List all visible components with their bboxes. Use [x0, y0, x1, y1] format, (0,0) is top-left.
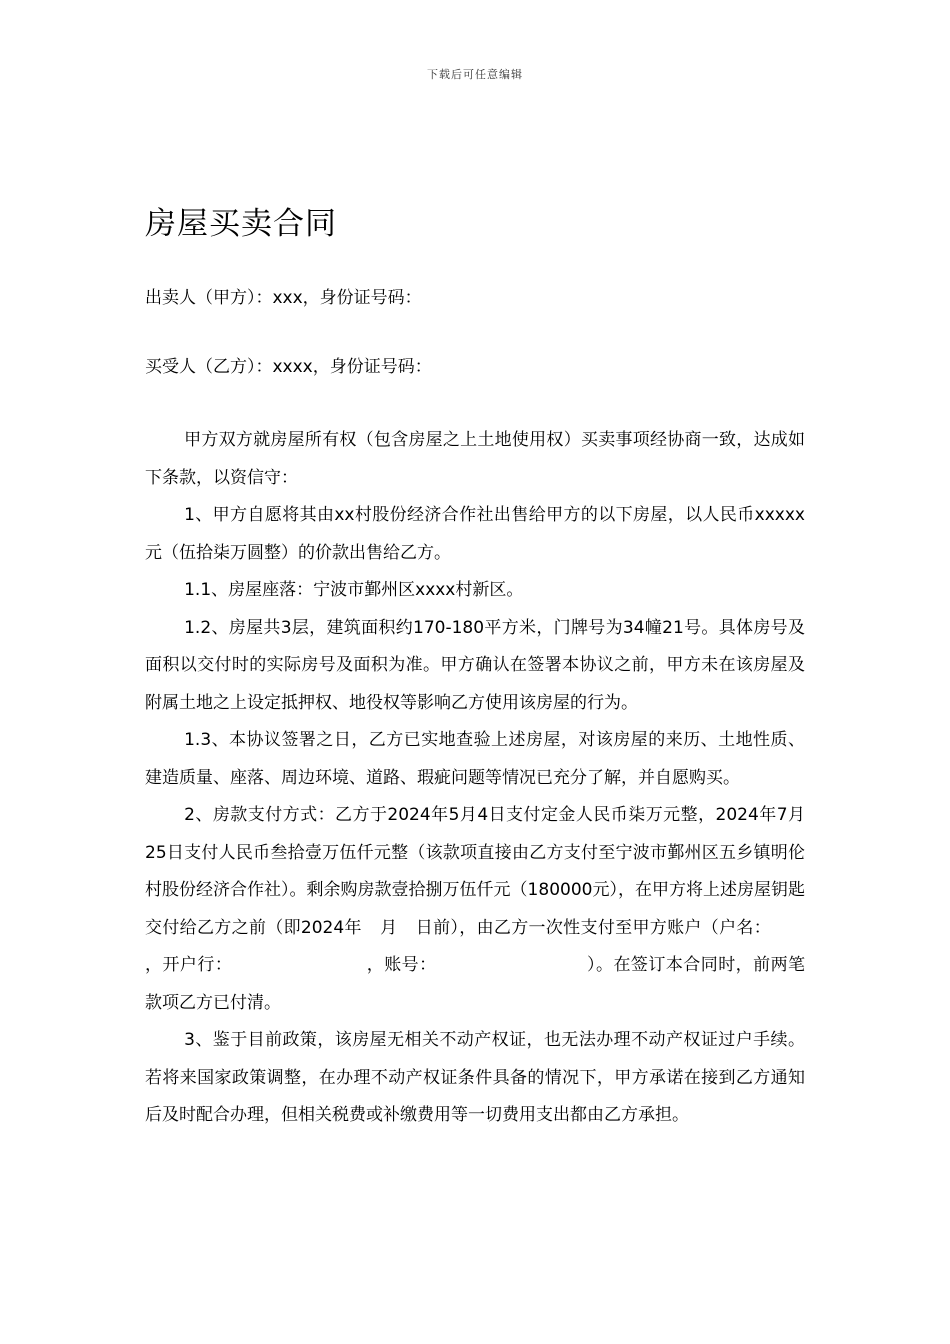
clause-2	[145, 797, 805, 1022]
clause-2-comma: ，	[366, 955, 385, 975]
clause-3: 3、鉴于目前政策，该房屋无相关不动产权证，也无法办理不动产权证过户手续。若将来国家政策调整，在办理不动产权证条件具备的情况下，甲方承诺在接到乙方通知后及时配合办理，但相关税费或补缴费用等一切费用支出都由乙方承担。	[145, 1030, 805, 1125]
contract-title: 房屋买卖合同	[145, 206, 337, 242]
clause-2-month: 月	[379, 917, 398, 938]
clause-2-day: 日	[415, 917, 434, 938]
clause-2-account: 账号：	[384, 955, 437, 975]
clause-2-bank: ，开户行：	[145, 955, 233, 975]
seller-line: 出卖人（甲方）：xxx，身份证号码：	[145, 288, 422, 308]
clause-1-1: 1.1、房屋座落：宁波市鄞州区xxxx村新区。	[184, 580, 524, 600]
contract-body	[145, 422, 805, 1135]
clause-1-3: 1.3、本协议签署之日，乙方已实地查验上述房屋，对该房屋的来历、土地性质、建造质量、座落、周边环境、道路、瑕疵问题等情况已充分了解，并自愿购买。	[145, 730, 805, 788]
clause-1: 1、甲方自愿将其由xx村股份经济合作社出售给甲方的以下房屋，以人民币xxxxx元（伍拾柒万圆整）的价款出售给乙方。	[145, 505, 805, 563]
header-note: 下载后可任意编辑	[427, 68, 523, 81]
clause-2-payee: 前），由乙方一次性支付至甲方账户（户名：	[433, 917, 772, 938]
clause-intro: 甲方双方就房屋所有权（包含房屋之上土地使用权）买卖事项经协商一致，达成如下条款，以资信守：	[145, 430, 805, 488]
clause-2-end: ）。在签订本合同时，前两笔款项乙方已付清。	[145, 955, 806, 1013]
clause-1-2: 1.2、房屋共3层，建筑面积约170-180平方米，门牌号为34幢21号。具体房号及面积以交付时的实际房号及面积为准。甲方确认在签署本协议之前，甲方未在该房屋及附属土地之上设定抵押权、地役权等影响乙方使用该房屋的行为。	[145, 617, 805, 713]
buyer-line: 买受人（乙方）：xxxx，身份证号码：	[145, 357, 432, 377]
clause-2-text: 2、房款支付方式：乙方于2024年5月4日支付定金人民币柒万元整，2024年7月25日支付人民币叁拾壹万伍仟元整（该款项直接由乙方支付至宁波市鄞州区五乡镇明伦村股份经济合作社）。剩余购房款壹拾捌万伍仟元（180000元），在甲方将上述房屋钥匙交付给乙方之前（即2024年	[145, 805, 805, 938]
